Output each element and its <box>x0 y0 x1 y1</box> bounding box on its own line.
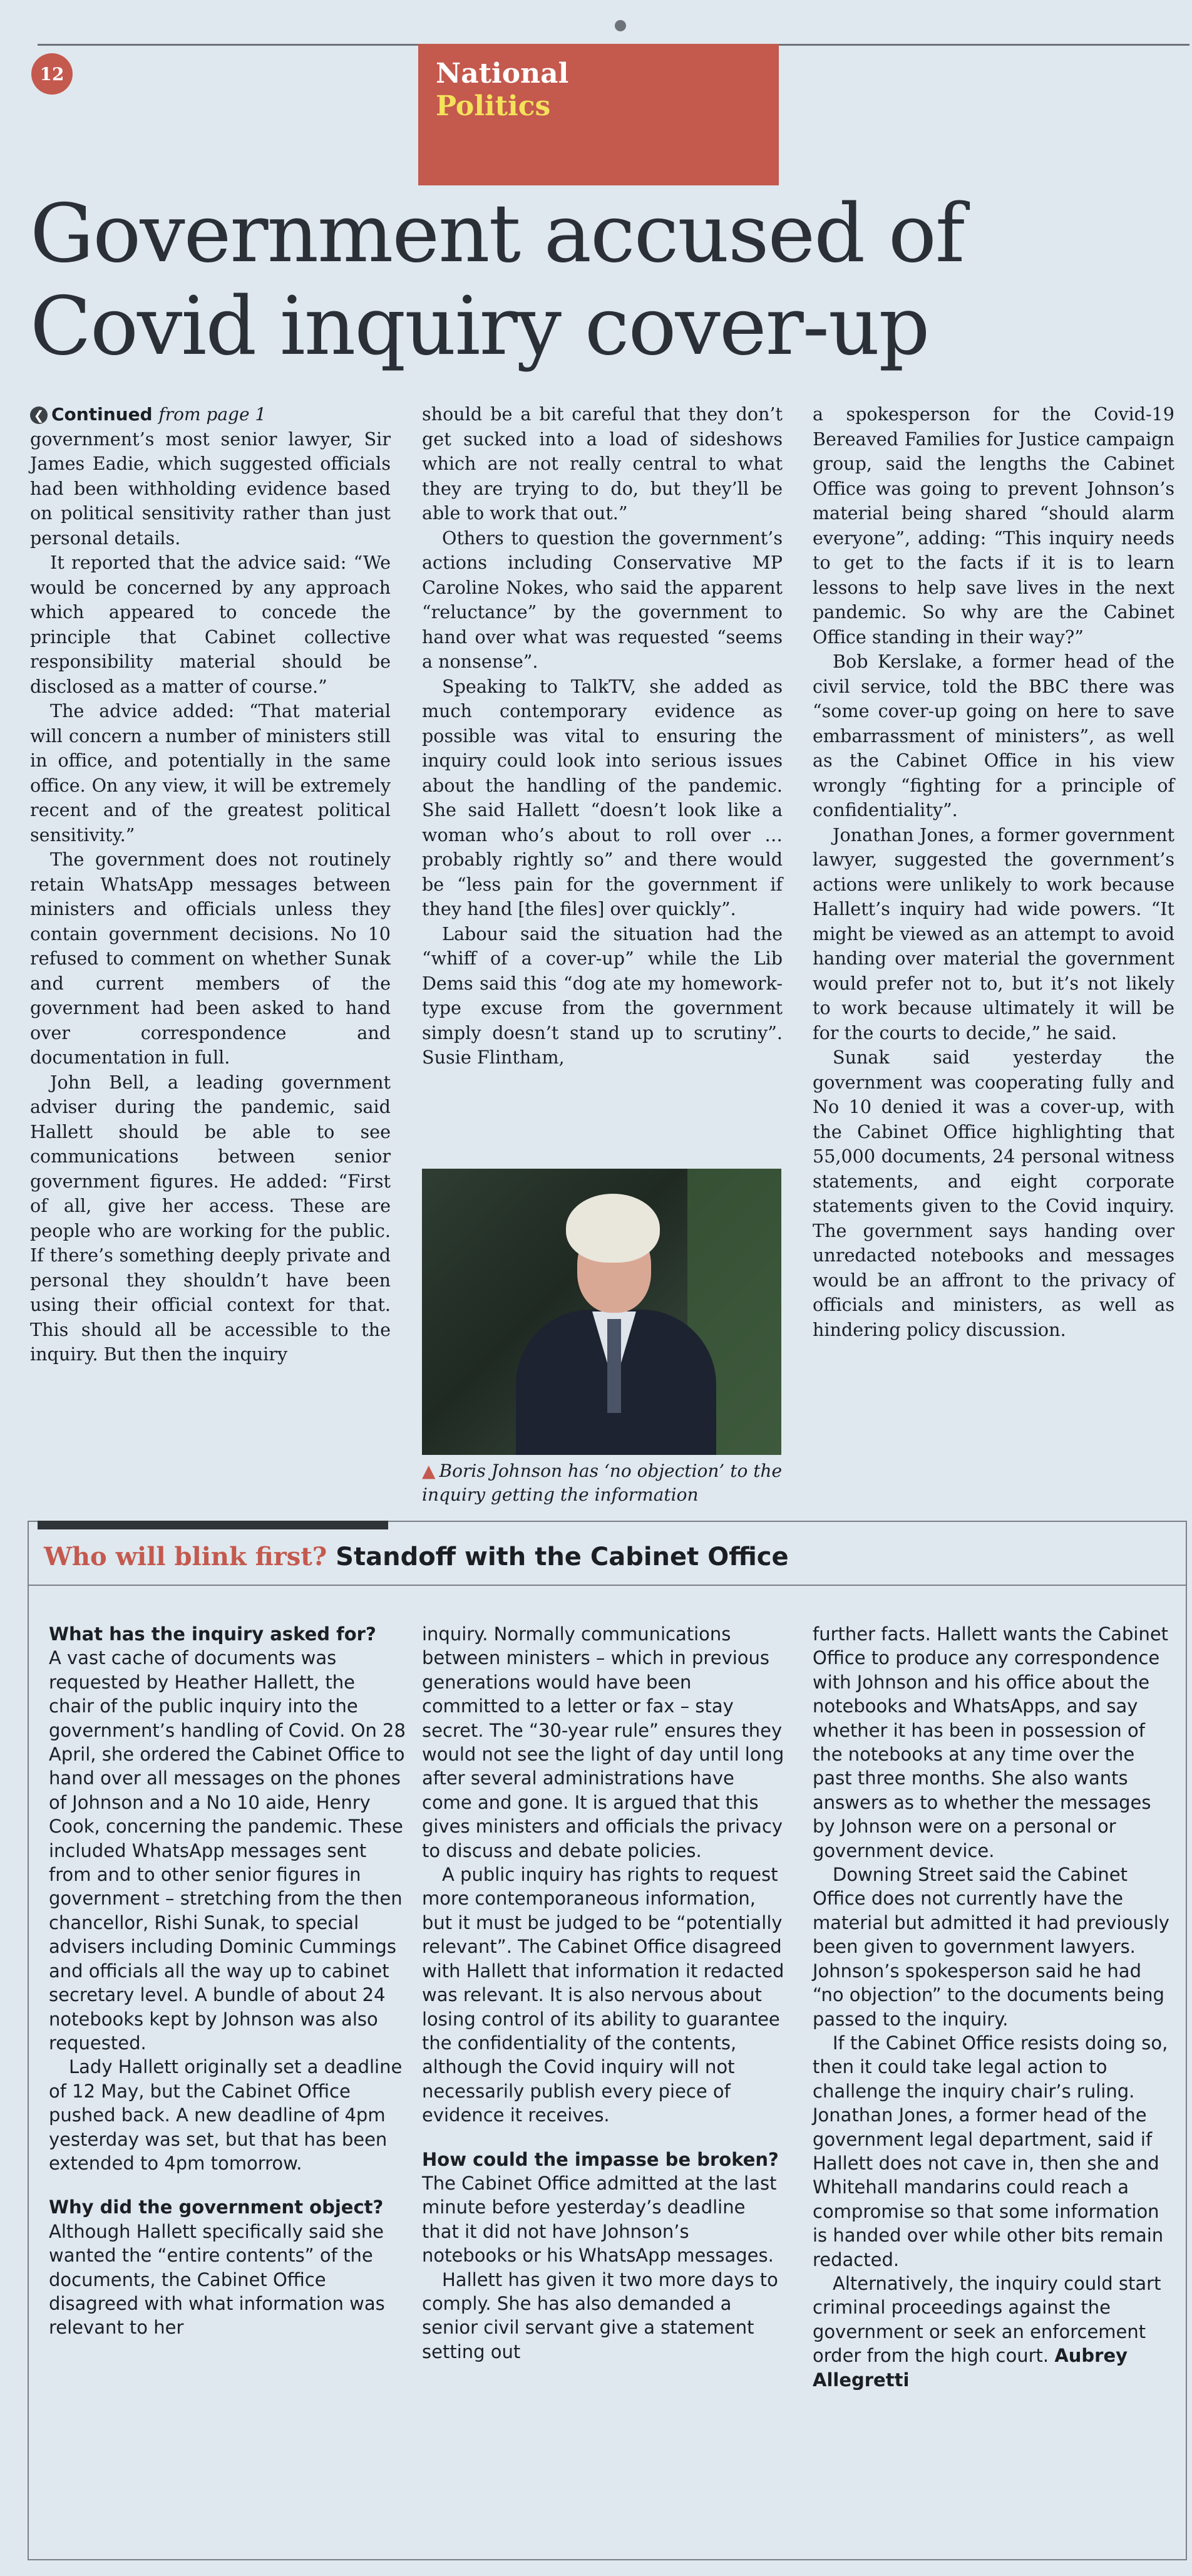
arrow-left-icon: ❮ <box>30 406 48 424</box>
article-column-2 <box>422 402 783 1070</box>
paragraph: A vast cache of documents was requested by Heather Hallett, the chair of the public inquiry into the government’s handling of Covid. On 28 April, she ordered the Cabinet Office to hand over all messages on the phones of Johnson and a No 10 aide, Henry Cook, concerning the pandemic. These included WhatsApp messages sent from and to other senior figures in government – stretching from the then chancellor, Rishi Sunak, to special advisers including Dominic Cummings and officials all the way up to cabinet secretary level. A bundle of about 24 notebooks kept by Johnson was also requested. <box>49 1647 406 2054</box>
sidebar-heading <box>44 1542 789 1571</box>
byline: Aubrey Allegretti <box>813 2345 1128 2391</box>
paragraph: Labour said the situation had the “whiff of a cover-up” while the Lib Dems said this “dog ate my homework-type excuse from the government simply doesn’t stand up to scrutiny”. Susie Flintham, <box>422 923 783 1068</box>
article-column-1 <box>30 402 391 1367</box>
section-line2: Politics <box>436 90 551 122</box>
paragraph: Downing Street said the Cabinet Office does not currently have the material but admitted it had previously been given to government lawyers. Johnson’s spokesperson said he had “no objection” to the documents being passed to the inquiry. <box>813 1864 1169 2030</box>
paragraph <box>813 2272 1176 2392</box>
headline: Government accused of Covid inquiry cover-up <box>30 187 964 373</box>
paragraph: Sunak said yesterday the government was cooperating fully and No 10 denied it was a cover-up, with the Cabinet Office highlighting that 55,000 documents, 24 personal witness statements, and eight corporate statements given to the Covid inquiry. The government says handing over unredacted notebooks and messages would be an affront to the privacy of officials and ministers, as well as hindering policy discussion. <box>813 1047 1174 1340</box>
boris-johnson-photo <box>422 1169 781 1455</box>
page-number: 12 <box>31 53 73 95</box>
sidebar-column-3 <box>813 1622 1176 2392</box>
paragraph: should be a bit careful that they don’t get sucked into a load of sideshows which are not really central to what they are trying to do, but they’ll be able to work that out.” <box>422 403 783 524</box>
paragraph: The advice added: “That material will concern a number of ministers still in office, and potentially in the same office. On any view, it will be extremely recent and of the greatest political sensitivity.” <box>30 700 391 846</box>
paragraph: A public inquiry has rights to request more contemporaneous information, but it must be judged to be “potentially relevant”. The Cabinet Office disagreed with Hallett that information it redacted was relevant. It is also nervous about losing control of its ability to guarantee the confidentiality of the contents, although the Covid inquiry will not necessarily publish every piece of evidence it receives. <box>422 1864 784 2126</box>
question-heading: How could the impasse be broken? <box>422 2148 779 2170</box>
paragraph: inquiry. Normally communications between ministers – which in previous generations would have been committed to a letter or fax – stay secret. The “30-year rule” ensures they would not see the light of day until long after several administrations have come and gone. It is argued that this gives ministers and officials the privacy to discuss and debate policies. <box>422 1623 784 1861</box>
closing-text: Alternatively, the inquiry could start criminal proceedings against the government or seek an enforcement order from the high court. <box>813 2272 1161 2367</box>
continued-text: Continued <box>51 404 153 425</box>
paragraph: The Cabinet Office admitted at the last minute before yesterday’s deadline that it did not have Johnson’s notebooks or his WhatsApp messages. <box>422 2172 777 2267</box>
sidebar-title: Standoff with the Cabinet Office <box>336 1543 789 1571</box>
continued-from: from page 1 <box>158 404 267 425</box>
sidebar-top-bar <box>38 1521 388 1529</box>
paragraph: further facts. Hallett wants the Cabinet Office to produce any correspondence with Johnson and his office about the notebooks and WhatsApps, and say whether it has been in possession of the notebooks at any time over the past three months. She also wants answers as to whether the messages by Johnson were on a personal or government device. <box>813 1623 1169 1861</box>
paragraph: Lady Hallett originally set a deadline of 12 May, but the Cabinet Office pushed back. A new deadline of 4pm yesterday was set, but that has been extended to 4pm tomorrow. <box>49 2056 403 2174</box>
paragraph: Bob Kerslake, a former head of the civil service, told the BBC there was “some cover-up going on here to save embarrassment of ministers”, as well as the Cabinet Office in his view wrongly “fighting for a principle of confidentiality”. <box>813 651 1174 820</box>
paragraph: government’s most senior lawyer, Sir James Eadie, which suggested officials had been withholding evidence based on political sensitivity rather than just personal details. <box>30 428 391 549</box>
article-column-3 <box>813 402 1174 1342</box>
caption-text: Boris Johnson has ‘no objection’ to the inquiry getting the information <box>422 1461 783 1505</box>
paragraph: Others to question the government’s actions including Conservative MP Caroline Nokes, who said the apparent “reluctance” by the government to hand over what was requested “seems a nonsense”. <box>422 527 783 672</box>
sidebar-divider <box>28 1585 1187 1586</box>
sidebar-column-1 <box>49 1622 406 2340</box>
paragraph: John Bell, a leading government adviser during the pandemic, said Hallett should be able to see communications between senior government figures. He added: “First of all, give her access. These are people who are working for the public. If there’s something deeply private and personal they shouldn’t have been using their official context for that. This should all be accessible to the inquiry. But then the inquiry <box>30 1071 391 1365</box>
section-line1: National <box>436 58 569 90</box>
question-heading: Why did the government object? <box>49 2196 384 2218</box>
paragraph: Hallett has given it two more days to comply. She has also demanded a senior civil servant give a statement setting out <box>422 2268 778 2362</box>
page-dot <box>615 20 626 31</box>
continued-label <box>30 402 391 427</box>
section-label <box>418 44 779 185</box>
question-heading: What has the inquiry asked for? <box>49 1623 376 1645</box>
sidebar-column-2 <box>422 1622 785 2364</box>
paragraph: It reported that the advice said: “We would be concerned by any approach which appeared to concede the principle that Cabinet collective responsibility material should be disclosed as a matter of course.” <box>30 552 391 697</box>
paragraph: a spokesperson for the Covid-19 Bereaved Families for Justice campaign group, said the lengths the Cabinet Office was going to prevent Johnson’s material being shared “should alarm everyone”, adding: “This inquiry needs to get to the facts if it is to learn lessons to help save lives in the next pandemic. So why are the Cabinet Office standing in their way?” <box>813 403 1174 648</box>
paragraph: If the Cabinet Office resists doing so, then it could take legal action to challenge the inquiry chair’s ruling. Jonathan Jones, a former head of the government legal department, said if Hallett does not cave in, then she and Whitehall mandarins could reach a compromise so that some information is handed over while other bits remain redacted. <box>813 2032 1168 2270</box>
paragraph: Speaking to TalkTV, she added as much contemporary evidence as possible was vital to ensuring the inquiry could look into serious issues about the handling of the pandemic. She said Hallett “doesn’t look like a woman who’s about to roll over … probably rightly so” and there would be “less pain for the government if they hand [the files] over quickly”. <box>422 675 783 919</box>
triangle-icon: ▲ <box>422 1461 436 1481</box>
paragraph: The government does not routinely retain WhatsApp messages between ministers and officials unless they contain government decisions. No 10 refused to comment on whether Sunak and current members of the government had been asked to hand over correspondence and documentation in full. <box>30 849 391 1068</box>
paragraph: Although Hallett specifically said she wanted the “entire contents” of the documents, the Cabinet Office disagreed with what information was relevant to her <box>49 2220 385 2339</box>
photo-caption <box>422 1459 785 1507</box>
paragraph: Jonathan Jones, a former government lawyer, suggested the government’s actions were unlikely to work because Hallett’s inquiry had wide powers. “It might be viewed as an attempt to avoid handing over material the government would prefer not to, but it’s not likely to work because ultimately it will be for the courts to decide,” he said. <box>813 824 1174 1043</box>
sidebar-kicker: Who will blink first? <box>44 1542 327 1571</box>
